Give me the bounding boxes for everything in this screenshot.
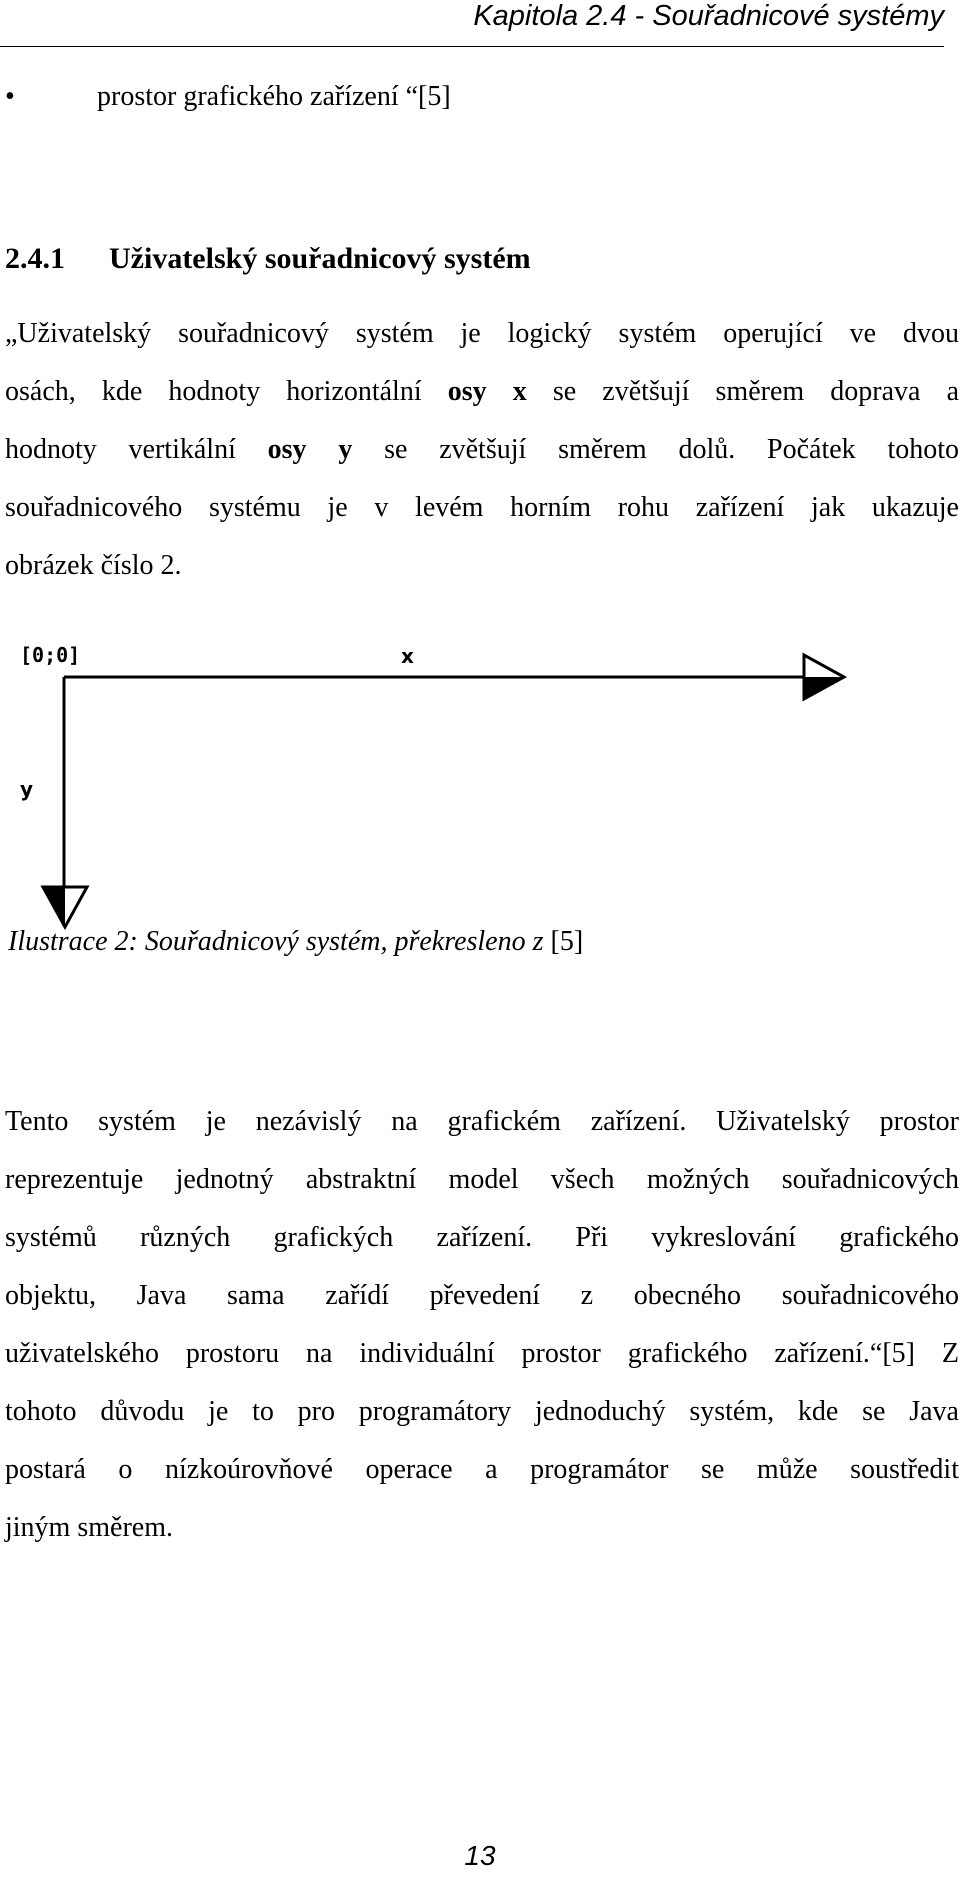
body-line-3: systémů různých grafických zařízení. Při vykreslování grafického [5,1222,959,1253]
y-axis-label: y [20,777,34,801]
page-header [0,0,944,47]
intro-line-3-text-end: se zvětšují směrem dolů. Počátek tohoto [352,434,960,465]
intro-paragraph [5,305,959,595]
x-arrow-icon [804,655,844,699]
intro-line-2-text-end: se zvětšují směrem doprava a [526,376,959,407]
section-title: Uživatelský souřadnicový systém [109,242,531,275]
intro-line-4: souřadnicového systému je v levém horním rohu zařízení jak ukazuje [5,492,959,523]
body-line-1: Tento systém je nezávislý na grafickém zařízení. Uživatelský prostor [5,1106,959,1137]
figure-caption [8,925,583,959]
bullet-text: prostor grafického zařízení “[5] [97,81,451,112]
body-line-6: tohoto důvodu je to pro programátory jednoduchý systém, kde se Java [5,1396,959,1427]
term-y-axis: osy y [267,434,353,465]
caption-text: Ilustrace 2: Souřadnicový systém, překresleno z [8,926,551,957]
section-heading [5,241,531,277]
intro-line-5: obrázek číslo 2. [5,550,182,581]
section-number: 2.4.1 [5,242,65,275]
term-x-axis: osy x [447,376,527,407]
origin-label: [0;0] [20,643,81,667]
body-line-8: jiným směrem. [5,1512,173,1543]
body-line-7: postará o nízkoúrovňové operace a programátor se může soustředit [5,1454,959,1485]
y-arrow-icon [43,887,87,927]
coordinate-system-figure [0,625,860,930]
intro-line-2-text: osách, kde hodnoty horizontální [5,376,448,407]
body-paragraph [5,1093,959,1557]
bullet-marker: • [5,81,15,112]
body-line-4: objektu, Java sama zařídí převedení z obecného souřadnicového [5,1280,959,1311]
chapter-title: Kapitola 2.4 - Souřadnicové systémy [473,0,944,32]
x-axis-label: x [401,644,414,668]
body-line-2: reprezentuje jednotný abstraktní model všech možných souřadnicových [5,1164,959,1195]
intro-line-2 [5,363,959,421]
caption-reference: [5] [550,926,584,957]
body-line-5: uživatelského prostoru na individuální prostor grafického zařízení.“[5] Z [5,1338,959,1369]
intro-line-1: „Uživatelský souřadnicový systém je logický systém operující ve dvou [5,318,959,349]
intro-line-3 [5,421,959,479]
page-number: 13 [464,1840,496,1871]
intro-line-3-text: hodnoty vertikální [5,434,268,465]
